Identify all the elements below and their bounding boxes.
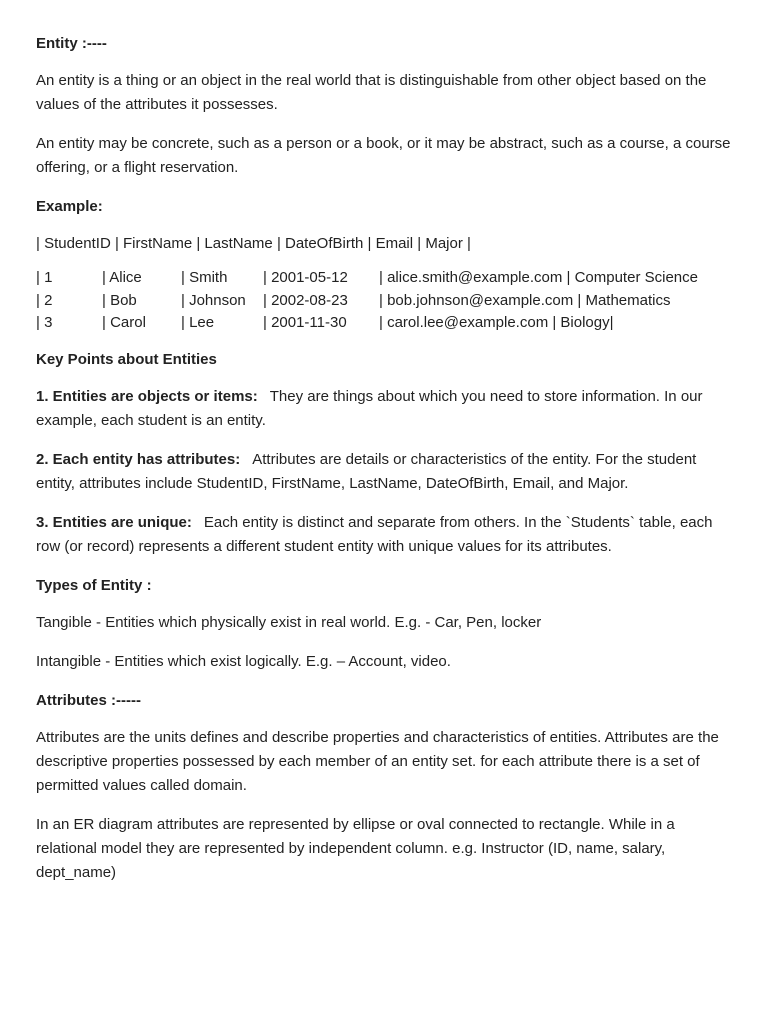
key-point-item <box>36 385 736 433</box>
key-point-text: Attributes are details or characteristics of the entity. For the student entity, attributes include StudentID, FirstName, LastName, DateOfBirth, Email, and Major. <box>36 450 697 492</box>
attributes-heading: Attributes :----- <box>36 691 141 709</box>
table-cell-firstname: | Carol <box>102 314 146 331</box>
table-cell-email-major: | carol.lee@example.com | Biology| <box>379 314 614 331</box>
attributes-definition-paragraph: Attributes are the units defines and describe properties and characteristics of entities. Attributes are the descriptive properties possessed by each member of an entity set. for each attribute there is a set of permitted values called domain. <box>36 728 719 794</box>
key-point-lead: 3. Entities are unique: <box>36 513 192 531</box>
example-heading: Example: <box>36 198 103 215</box>
key-point-lead: 1. Entities are objects or items: <box>36 387 258 405</box>
table-cell-dob: | 2002-08-23 <box>263 291 348 309</box>
attributes-er-paragraph: In an ER diagram attributes are represented by ellipse or oval connected to rectangle. While in a relational model they are represented by independent column. e.g. Instructor (ID, name, salary, dept_name) <box>36 815 675 881</box>
key-point-lead: 2. Each entity has attributes: <box>36 450 241 468</box>
key-point-text: They are things about which you need to store information. In our example, each student is an entity. <box>36 387 703 429</box>
document-page <box>36 32 736 900</box>
entity-definition-paragraph: An entity is a thing or an object in the real world that is distinguishable from other object based on the values of the attributes it possesses. <box>36 72 707 113</box>
table-cell-lastname: | Smith <box>181 269 228 286</box>
entity-concrete-abstract-paragraph: An entity may be concrete, such as a person or a book, or it may be abstract, such as a course, a course offering, or a flight reservation. <box>36 135 731 176</box>
key-point-item <box>36 511 736 559</box>
example-data-table <box>36 267 736 335</box>
table-cell-id: | 1 <box>36 269 53 286</box>
table-row <box>36 267 736 290</box>
table-cell-id: | 3 <box>36 314 53 331</box>
table-cell-email-major: | alice.smith@example.com | Computer Science <box>379 269 698 286</box>
table-row <box>36 312 736 335</box>
entity-heading: Entity :---- <box>36 35 107 52</box>
table-row <box>36 290 736 313</box>
table-cell-lastname: | Johnson <box>181 291 246 309</box>
tangible-paragraph: Tangible - Entities which physically exist in real world. E.g. - Car, Pen, locker <box>36 613 542 631</box>
types-heading: Types of Entity : <box>36 576 152 594</box>
table-cell-firstname: | Bob <box>102 291 137 309</box>
example-table-header: | StudentID | FirstName | LastName | DateOfBirth | Email | Major | <box>36 235 471 252</box>
table-cell-firstname: | Alice <box>102 269 142 286</box>
intangible-paragraph: Intangible - Entities which exist logically. E.g. – Account, video. <box>36 652 451 670</box>
table-cell-dob: | 2001-05-12 <box>263 269 348 286</box>
table-cell-lastname: | Lee <box>181 314 215 331</box>
table-cell-email-major: | bob.johnson@example.com | Mathematics <box>379 291 671 309</box>
key-point-item <box>36 448 736 496</box>
key-points-heading: Key Points about Entities <box>36 350 217 368</box>
table-cell-id: | 2 <box>36 291 53 309</box>
key-point-text: Each entity is distinct and separate from others. In the `Students` table, each row (or record) represents a different student entity with unique values for its attributes. <box>36 513 713 555</box>
table-cell-dob: | 2001-11-30 <box>263 314 347 331</box>
